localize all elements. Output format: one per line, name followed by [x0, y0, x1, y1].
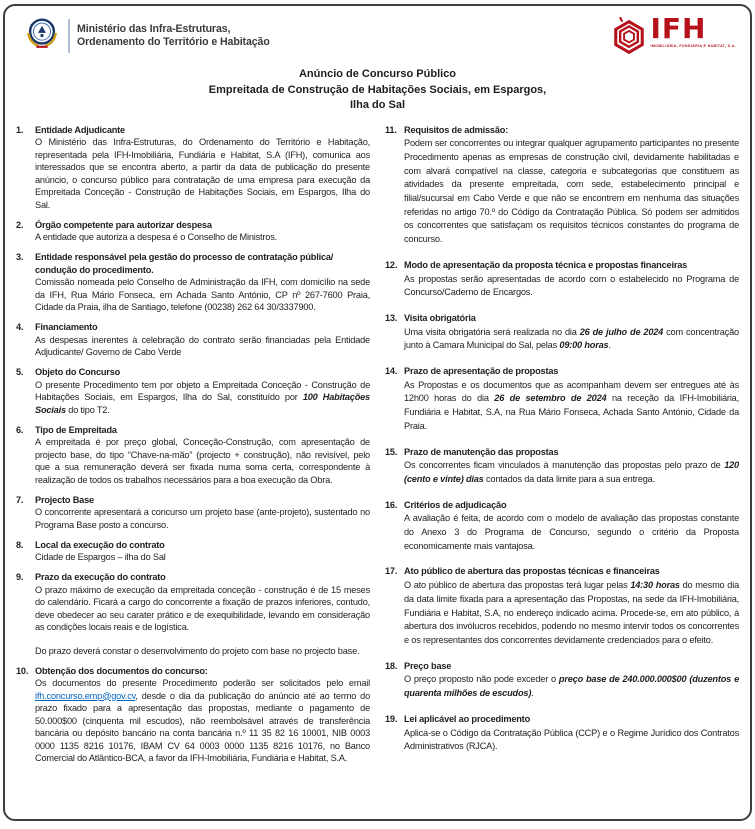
item-heading: Requisitos de admissão:	[404, 124, 509, 135]
body-text: .	[531, 688, 534, 699]
item-body	[404, 565, 739, 647]
tender-item-15	[385, 446, 739, 487]
item-body	[35, 571, 370, 657]
item-body	[404, 365, 739, 434]
body-text: O presente Procedimento tem por objeto a Empreitada Conceção - Construção de Habitações Sociais, em Espargos, Ilha do Sal, constituído por	[35, 379, 370, 402]
emphasis-text: 120 (cento e vinte) dias	[404, 460, 739, 484]
logo-separator	[68, 19, 70, 53]
item-number: 12.	[385, 259, 398, 270]
document-frame	[3, 4, 752, 821]
tender-item-5	[16, 366, 370, 416]
item-number: 5.	[16, 367, 24, 377]
item-heading: Obtenção dos documentos do concurso:	[35, 665, 208, 676]
item-heading: Entidade Adjudicante	[35, 124, 125, 135]
body-text: O prazo máximo de execução da empreitada conceção - construção é de 15 meses do calendário. Ficará a cargo do concorrente a fixação de prazos inferiores, contudo, deve obedecer ao seu carater prático e de exequibilidade, levando em consideração as condições locais reais e de logística.	[35, 584, 370, 632]
item-number: 3.	[16, 252, 24, 262]
title-line-1: Anúncio de Concurso Público	[298, 68, 457, 80]
item-heading: Lei aplicável ao procedimento	[404, 713, 530, 724]
body-text: O preço proposto não pode exceder o	[404, 674, 559, 685]
emphasis-text: 26 de julho de 2024	[579, 326, 664, 337]
tender-item-17	[385, 565, 739, 647]
ministry-name	[77, 23, 270, 49]
item-paragraph	[35, 136, 370, 211]
item-number: 17.	[385, 566, 398, 577]
item-body	[35, 539, 370, 564]
item-number: 18.	[385, 660, 398, 671]
body-text: O ato público de abertura das propostas terá lugar pelas	[404, 580, 631, 591]
item-paragraph	[404, 512, 739, 553]
tender-item-18	[385, 660, 739, 701]
item-number: 15.	[385, 446, 398, 457]
item-heading: Prazo da execução do contrato	[35, 572, 166, 582]
tender-item-4	[16, 321, 370, 359]
item-body	[404, 499, 739, 554]
item-paragraph	[35, 677, 370, 765]
body-text: O concorrente apresentará a concurso um projeto base (ante-projeto), sustentado no Programa Base posto a concurso.	[35, 507, 370, 530]
tender-item-10	[16, 665, 370, 765]
item-body	[404, 660, 739, 701]
tender-item-14	[385, 365, 739, 434]
item-heading: Modo de apresentação da proposta técnica e propostas financeiras	[404, 259, 688, 270]
tender-item-11	[385, 124, 739, 247]
ifh-logo	[611, 12, 736, 63]
item-number: 9.	[16, 572, 24, 582]
item-heading: Ato público de abertura das propostas técnicas e financeiras	[404, 566, 660, 577]
email-link[interactable]: ifh.concurso.emp@gov.cv	[35, 690, 136, 701]
tender-item-19	[385, 713, 739, 754]
item-body	[35, 665, 370, 765]
item-number: 13.	[385, 312, 398, 323]
body-text: A entidade que autoriza a despesa é o Conselho de Ministros.	[35, 232, 278, 242]
item-heading: Visita obrigatória	[404, 312, 476, 323]
item-body	[35, 494, 370, 532]
item-number: 4.	[16, 322, 24, 332]
title-line-3: Ilha do Sal	[349, 99, 405, 111]
item-heading: Tipo de Empreitada	[35, 424, 117, 435]
emphasis-text: 14:30 horas	[630, 580, 680, 591]
item-paragraph	[404, 579, 739, 648]
item-heading: Entidade responsável pela gestão do processo de contratação pública/ condução do procedimento.	[35, 252, 334, 275]
item-body	[35, 366, 370, 416]
item-heading: Prazo de manutenção das propostas	[404, 446, 559, 457]
tender-item-13	[385, 312, 739, 353]
title-line-2: Empreitada de Construção de Habitações Sociais, em Espargos,	[208, 83, 547, 96]
item-paragraph	[35, 231, 370, 244]
announcement-title	[5, 67, 750, 114]
emphasis-text: 09:00 horas	[559, 340, 609, 351]
item-heading: Objeto do Concurso	[35, 367, 121, 377]
item-paragraph	[35, 379, 370, 417]
hexagon-spiral-icon	[611, 16, 647, 63]
body-text: .	[608, 340, 611, 351]
item-body	[35, 219, 370, 244]
item-heading: Órgão competente para autorizar despesa	[35, 219, 212, 230]
item-number: 7.	[16, 494, 24, 505]
ifh-logo-text: IFH	[650, 12, 707, 45]
item-paragraph	[35, 645, 370, 658]
item-number: 1.	[16, 124, 24, 135]
item-paragraph	[35, 436, 370, 486]
item-heading: Financiamento	[35, 322, 98, 332]
item-paragraph	[404, 727, 739, 754]
item-number: 10.	[16, 665, 29, 676]
item-heading: Critérios de adjudicação	[404, 499, 507, 510]
item-heading: Preço base	[404, 660, 452, 671]
body-text: na receção da IFH-Imobiliária, Fundiária e Habitat, S.A, na Rua Mário Fonseca, Achada Santo António, Cidade da Praia.	[404, 393, 739, 431]
ministry-logo	[23, 14, 270, 57]
item-body	[404, 446, 739, 487]
tender-item-12	[385, 259, 739, 300]
tender-item-2	[16, 219, 370, 244]
item-heading: Prazo de apresentação de propostas	[404, 366, 559, 377]
cabo-verde-coat-of-arms-icon	[23, 14, 61, 57]
item-paragraph	[404, 137, 739, 247]
body-text: Os concorrentes ficam vinculados à manutenção das propostas pelo prazo de	[404, 460, 725, 471]
item-paragraph	[404, 673, 739, 700]
body-text: com concentração junto à Camara Municipal do Sal, pelas	[404, 326, 739, 351]
tender-item-16	[385, 499, 739, 554]
tender-item-1	[16, 124, 370, 212]
item-number: 2.	[16, 219, 24, 230]
tender-item-6	[16, 424, 370, 487]
item-number: 16.	[385, 499, 398, 510]
ministry-name-line2: Ordenamento do Território e Habitação	[77, 35, 270, 48]
body-text: Do prazo deverá constar o desenvolvimento do projeto com base no projecto base.	[35, 645, 360, 656]
body-text: , desde o dia da publicação do anúncio até ao termo do prazo fixado para a apresentação das propostas, mediante o pagamento de 50.000$00 (cinquenta mil escudos), não reembolsável através de transferência bancária ou depósito bancário na conta bancária n.º 11 35 82 16 10001, NIB 0003 0000 1135 8216 10176, IBAM CV 64 0003 0000 1135 8216 10176, no Banco Comercial do Atlântico-BCA, a favor da IFH-Imobiliária, Fundiária e Habitat, S.A.	[35, 690, 370, 763]
item-number: 6.	[16, 424, 24, 435]
item-body	[35, 424, 370, 487]
item-body	[404, 713, 739, 754]
document-header	[5, 6, 750, 63]
body-text: As despesas inerentes à celebração do contrato serão financiadas pela Entidade Adjudicante/ Governo de Cabo Verde	[35, 334, 370, 357]
item-body	[35, 251, 370, 314]
body-text: Podem ser concorrentes ou integrar qualquer agrupamento participantes no presente Procedimento apenas as empresas de construção civil, devidamente habilitadas e com alvará compatível na classe, categoria e subcategorias que constituem as atividades da presente empreitada, com sede, estabelecimento principal e filial/sucursal em Cabo Verde e que não se encontrem em nenhuma das situações referidas no artigo 70.º do Código da Contratação Pública. Só podem ser admitidos os concorrentes que satisfaçam os requisitos técnicos constantes do programa de concurso.	[404, 138, 739, 245]
item-body	[404, 124, 739, 247]
ifh-logo-tagline: IMOBILIÁRIA, FUNDIÁRIA E HABITAT, S.A.	[650, 43, 736, 48]
item-number: 19.	[385, 713, 398, 724]
item-number: 8.	[16, 539, 24, 550]
body-text: A empreitada é por preço global, Conceção-Construção, com apresentação de projecto base, do tipo “Chave-na-mão” (projecto + construção), não revisível, pelo que a sua remuneração deverá ser fixada numa soma certa, correspondente à realização de todos os trabalhos necessários para a boa execução da Obra.	[35, 437, 370, 485]
body-text: Comissão nomeada pelo Conselho de Administração da IFH, com domicílio na sede da IFH, Rua Mário Fonseca, em Achada Santo António, CP nº 267-7600 Praia, Cidade da Praia, ilha de Santiago, telefone (00238) 262 64 30/3337900.	[35, 277, 370, 312]
body-text: Uma visita obrigatória será realizada no dia	[404, 326, 580, 337]
item-body	[35, 124, 370, 212]
body-text: A avaliação é feita, de acordo com o modelo de avaliação das propostas constante do Anexo 3 do Programa de Concurso, segundo o critério da Proposta economicamente mais vantajosa.	[404, 513, 739, 551]
tender-item-7	[16, 494, 370, 532]
emphasis-text: preço base de 240.000.000$00 (duzentos e quarenta milhões de escudos)	[404, 674, 739, 699]
item-paragraph	[404, 273, 739, 300]
body-text: do tipo T2.	[65, 404, 110, 415]
item-body	[35, 321, 370, 359]
two-column-body	[5, 114, 750, 773]
emphasis-text: 26 de setembro de 2024	[494, 393, 607, 404]
body-text: contados da data limite para a sua entrega.	[483, 473, 655, 484]
body-text: As Propostas e os documentos que as acompanham devem ser entregues até às 12h00 horas do dia	[404, 379, 739, 404]
item-heading: Local da execução do contrato	[35, 539, 165, 550]
tender-item-8	[16, 539, 370, 564]
item-number: 14.	[385, 366, 398, 377]
body-text: Cidade de Espargos – ilha do Sal	[35, 552, 166, 562]
item-paragraph	[35, 551, 370, 564]
body-text: O Ministério das Infra-Estruturas, do Ordenamento do Território e Habitação, representada pela IFH-Imobiliária, Fundiária e Habitat, S.A (IFH), comunica aos interessados que se encontra aberto, a partir da data de publicação do presente anúncio, o concurso público para contratação de uma empresa para execução da Empreitada Conceção - Construção de Habitações Sociais, em Espargos, Ilha do Sal.	[35, 137, 370, 210]
body-text: Aplica-se o Código da Contratação Pública (CCP) e o Regime Jurídico dos Contratos Administrativos (RJCA).	[404, 727, 739, 752]
item-paragraph	[35, 276, 370, 314]
emphasis-text: 100 Habitações Sociais	[35, 392, 370, 415]
item-number: 11.	[385, 124, 397, 135]
item-paragraph	[35, 334, 370, 359]
tender-item-3	[16, 251, 370, 314]
body-text: Os documentos do presente Procedimento poderão ser solicitados pelo email	[35, 678, 370, 688]
left-column	[16, 124, 370, 773]
item-paragraph	[404, 326, 739, 353]
item-heading: Projecto Base	[35, 494, 94, 505]
item-paragraph	[404, 459, 739, 486]
item-paragraph	[404, 379, 739, 434]
item-paragraph	[35, 506, 370, 531]
ministry-name-line1: Ministério das Infra-Estruturas,	[77, 22, 231, 35]
item-body	[404, 259, 739, 300]
body-text: do mesmo dia da data limite fixada para a apresentação das Propostas, na sede da IFH-Imobiliária, Fundiária e Habitat, S.A, no endereço indicado acima. Procede-se, em ato público, à abertura dos invólucros recebidos, podendo no mesmo intervir todos os concorrentes e os representantes dos concorrentes devidamente credenciados para o efeito.	[404, 580, 740, 645]
body-text: As propostas serão apresentadas de acordo com o estabelecido no Programa de Concurso/Caderno de Encargos.	[404, 273, 739, 298]
right-column	[385, 124, 739, 773]
tender-item-9	[16, 571, 370, 657]
item-body	[404, 312, 739, 353]
item-paragraph	[35, 584, 370, 634]
